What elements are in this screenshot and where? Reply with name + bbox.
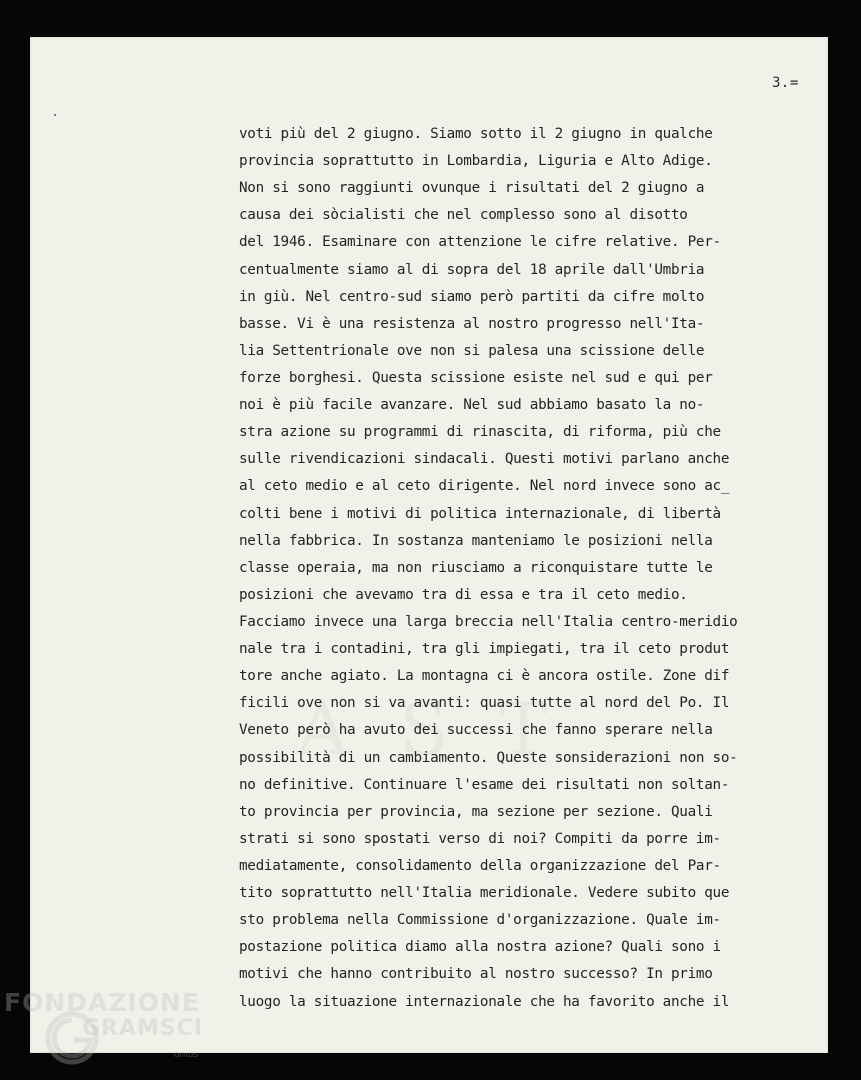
text-line: tore anche agiato. La montagna ci è ancora ostile. Zone dif [239, 668, 730, 685]
text-line: possibilità di un cambiamento. Queste sonsiderazioni non so- [239, 749, 738, 766]
text-line: voti più del 2 giugno. Siamo sotto il 2 giugno in qualche [239, 126, 713, 142]
text-line: tito soprattutto nell'Italia meridionale. Vedere subito que [239, 885, 730, 902]
text-line: basse. Vi è una resistenza al nostro progresso nell'Ita- [239, 315, 705, 332]
text-line: al ceto medio e al ceto dirigente. Nel nord invece sono ac_ [239, 478, 730, 495]
typed-page [30, 37, 828, 1053]
text-line: forze borghesi. Questa scissione esiste nel sud e qui per [239, 369, 713, 386]
text-line: noi è più facile avanzare. Nel sud abbiamo basato la no- [239, 397, 705, 414]
text-line: sulle rivendicazioni sindacali. Questi motivi parlano anche [239, 451, 730, 468]
body-text [239, 121, 819, 1016]
text-line: strati si sono spostati verso di noi? Compiti da porre im- [239, 830, 721, 847]
watermark-line-2: GRAMSCI [82, 1016, 204, 1041]
text-line: Veneto però ha avuto dei successi che fanno sperare nella [239, 722, 713, 739]
text-line: Non si sono raggiunti ovunque i risultati del 2 giugno a [239, 180, 705, 197]
text-line: in giù. Nel centro-sud siamo però partiti da cifre molto [239, 288, 705, 305]
text-line: del 1946. Esaminare con attenzione le cifre relative. Per- [239, 234, 721, 251]
text-line: provincia soprattutto in Lombardia, Liguria e Alto Adige. [239, 153, 713, 170]
text-line: lia Settentrionale ove non si palesa una scissione delle [239, 342, 705, 359]
paper-mark [54, 114, 56, 116]
text-line: classe operaia, ma non riusciamo a riconquistare tutte le [239, 559, 713, 576]
text-line: centualmente siamo al di sopra del 18 aprile dall'Umbria [239, 261, 705, 278]
text-line: postazione politica diamo alla nostra azione? Quali sono i [239, 939, 721, 956]
text-line: luogo la situazione internazionale che ha favorito anche il [239, 993, 730, 1010]
text-line: posizioni che avevamo tra di essa e tra il ceto medio. [239, 586, 688, 603]
watermark-line-1: FONDAZIONE [4, 988, 201, 1017]
text-line: no definitive. Continuare l'esame dei risultati non soltan- [239, 776, 730, 793]
text-line: colti bene i motivi di politica internazionale, di libertà [239, 505, 721, 522]
text-line: nale tra i contadini, tra gli impiegati, tra il ceto produt [239, 641, 730, 658]
text-line: sto problema nella Commissione d'organizzazione. Quale im- [239, 912, 721, 929]
text-line: causa dei sòcialisti che nel complesso sono al disotto [239, 207, 688, 224]
text-line: stra azione su programmi di rinascita, di riforma, più che [239, 424, 721, 441]
page-number: 3.= [772, 75, 799, 91]
text-line: motivi che hanno contribuito al nostro successo? In primo [239, 966, 713, 983]
text-line: ficili ove non si va avanti: quasi tutte al nord del Po. Il [239, 695, 730, 712]
text-line: nella fabbrica. In sostanza manteniamo le posizioni nella [239, 532, 713, 549]
text-line: Facciamo invece una larga breccia nell'Italia centro-meridio [239, 613, 738, 630]
text-line: mediatamente, consolidamento della organizzazione del Par- [239, 857, 721, 874]
watermark-line-3: onlus [174, 1050, 199, 1060]
text-line: to provincia per provincia, ma sezione per sezione. Quali [239, 803, 713, 820]
